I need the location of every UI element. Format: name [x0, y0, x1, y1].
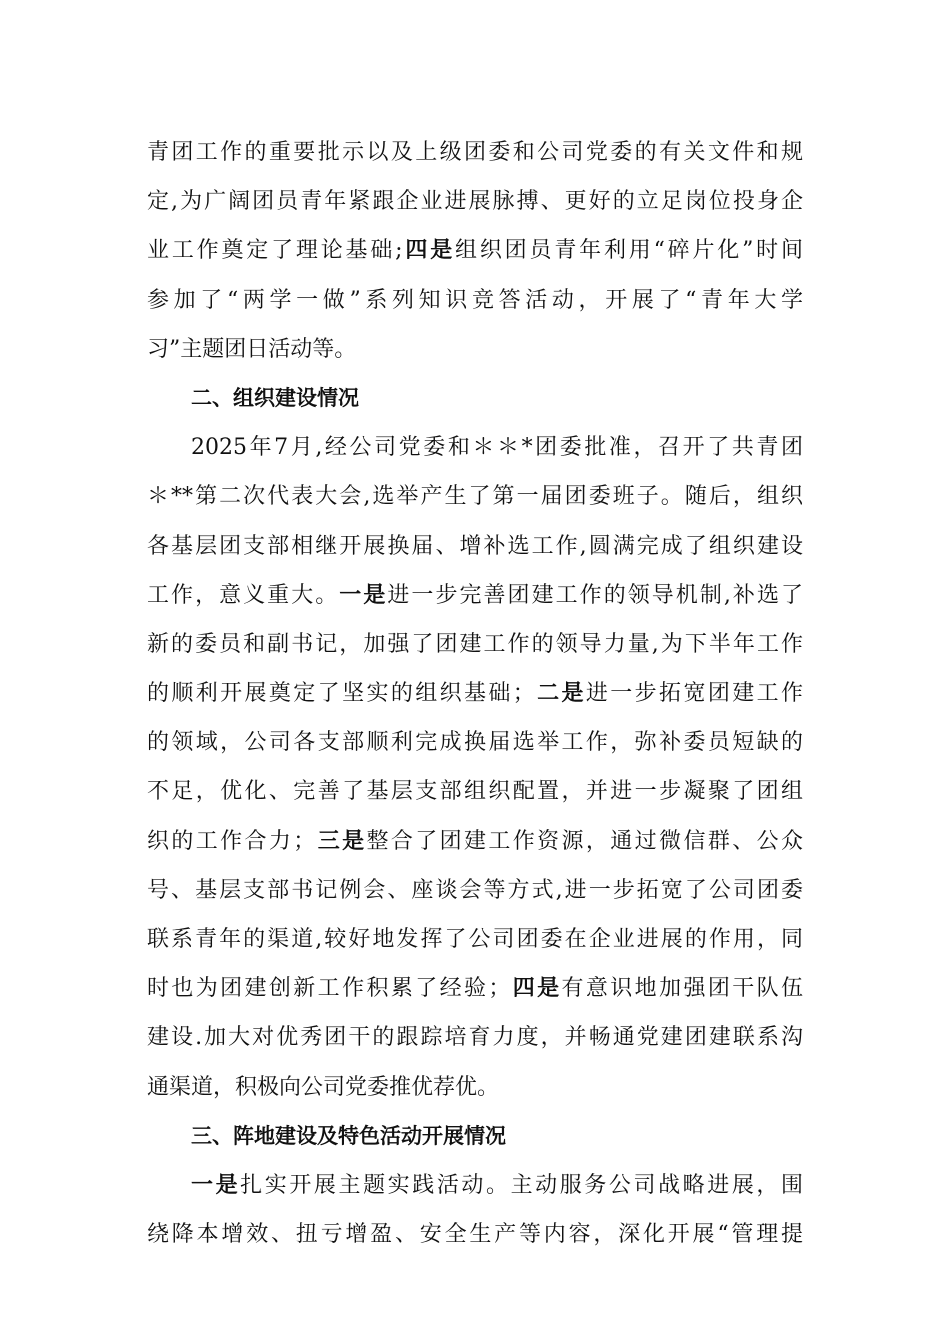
paragraph-line: 参加了“两学一做”系列知识竞答活动，开展了“青年大学	[147, 287, 803, 313]
paragraph-line: 的领域，公司各支部顺利完成换届选举工作，弥补委员短缺的	[147, 730, 803, 756]
bold-keyword: 三是	[315, 827, 367, 854]
paragraph-line: 时也为团建创新工作积累了经验；四是有意识地加强团干队伍	[147, 975, 803, 1002]
paragraph-line: 联系青年的渠道,较好地发挥了公司团委在企业进展的作用，同	[147, 927, 803, 952]
paragraph-line: 各基层团支部相继开展换届、增补选工作,圆满完成了组织建设	[147, 533, 803, 559]
paragraph-line: 通渠道，积极向公司党委推优荐优。	[147, 1074, 500, 1100]
paragraph-line: 习”主题团日活动等。	[147, 336, 357, 362]
paragraph-line: 的顺利开展奠定了坚实的组织基础；二是进一步拓宽团建工作	[147, 680, 803, 707]
paragraph-line: 绕降本增效、扭亏增盈、安全生产等内容，深化开展“管理提	[147, 1222, 803, 1248]
bold-keyword: 四是	[510, 975, 562, 1002]
paragraph-line: 建设.加大对优秀团干的跟踪培育力度，并畅通党建团建联系沟	[147, 1025, 803, 1051]
bold-keyword: 一是	[191, 1171, 241, 1198]
paragraph-line: 定,为广阔团员青年紧跟企业进展脉搏、更好的立足岗位投身企	[147, 189, 803, 215]
paragraph-line: 不足，优化、完善了基层支部组织配置，并进一步凝聚了团组	[147, 779, 803, 805]
bold-keyword: 四是	[402, 237, 456, 264]
paragraph-line: 号、基层支部书记例会、座谈会等方式,进一步拓宽了公司团委	[147, 877, 803, 903]
bold-keyword: 二是	[534, 680, 586, 707]
section-heading: 三、阵地建设及特色活动开展情况	[191, 1123, 506, 1148]
paragraph-line: 业工作奠定了理论基础;四是组织团员青年利用“碎片化”时间	[147, 237, 803, 264]
paragraph-line: ＊**第二次代表大会,选举产生了第一届团委班子。随后，组织	[147, 484, 803, 510]
paragraph-line: 织的工作合力；三是整合了团建工作资源，通过微信群、公众	[147, 827, 803, 854]
paragraph-line: 2025年7月,经公司党委和＊＊*团委批准，召开了共青团	[191, 435, 803, 461]
paragraph-line: 新的委员和副书记，加强了团建工作的领导力量,为下半年工作	[147, 631, 803, 657]
document-page	[147, 128, 803, 1259]
section-heading: 二、组织建设情况	[191, 385, 359, 410]
paragraph-line: 青团工作的重要批示以及上级团委和公司党委的有关文件和规	[147, 140, 803, 165]
paragraph-line: 工作，意义重大。一是进一步完善团建工作的领导机制,补选了	[147, 581, 803, 608]
bold-keyword: 一是	[339, 581, 388, 608]
paragraph-line: 一是扎实开展主题实践活动。主动服务公司战略进展，围	[191, 1171, 803, 1198]
